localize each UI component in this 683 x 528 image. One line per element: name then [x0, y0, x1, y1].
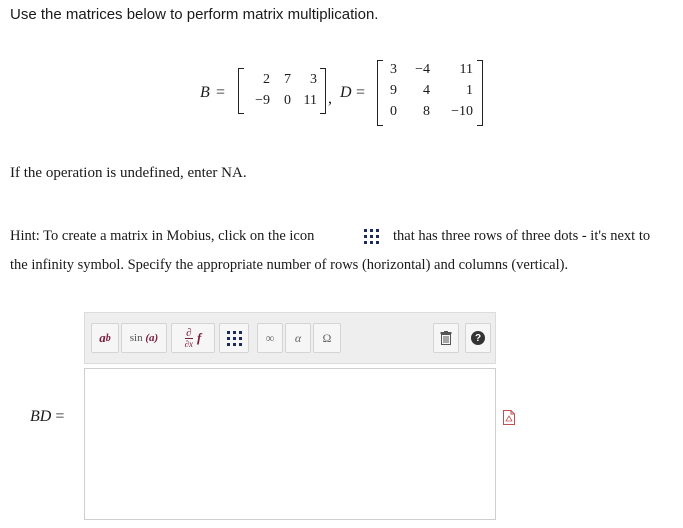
greek-button[interactable] [285, 323, 311, 353]
superscript-base: a [99, 330, 106, 345]
matrix-b [238, 68, 326, 114]
alpha-icon: α [294, 330, 302, 345]
superscript-button[interactable] [91, 323, 119, 353]
matrix-d-cell: 1 [466, 83, 473, 98]
superscript-exp: b [105, 332, 111, 344]
matrix-b-cell: 2 [263, 72, 270, 87]
matrix-d-cell: 0 [390, 104, 397, 119]
answer-label-var: BD [30, 408, 52, 425]
function-label: f [197, 330, 202, 345]
matrix-b-cell: 11 [303, 93, 317, 108]
answer-label-eq: = [55, 408, 65, 425]
infinity-icon: ∞ [265, 330, 275, 345]
partial-top: ∂ [186, 326, 192, 339]
matrix-dots-icon [227, 331, 242, 346]
matrix-d-right-bracket [477, 60, 483, 126]
matrix-d-cell: 3 [390, 62, 397, 77]
matrix-b-cell: 0 [284, 93, 291, 108]
matrix-b-equals: = [216, 84, 226, 101]
instruction-text: Use the matrices below to perform matrix multiplication. [10, 6, 379, 23]
matrix-d-cell: −10 [451, 104, 473, 119]
hint-text-end: that has three rows of three dots - it's next to [393, 228, 651, 244]
math-toolbar [84, 312, 496, 364]
matrix-d-cell: 8 [423, 104, 430, 119]
matrix-d [377, 60, 483, 126]
hint-text-start: Hint: To create a matrix in Mobius, click on the icon [10, 228, 315, 244]
answer-editor[interactable] [84, 368, 496, 520]
infinity-button[interactable] [257, 323, 283, 353]
sin-argument: (a) [145, 332, 159, 344]
delete-button[interactable] [433, 323, 459, 353]
undefined-note: If the operation is undefined, enter NA. [10, 165, 247, 181]
trash-icon [440, 331, 452, 345]
partial-bottom: ∂x [184, 338, 194, 349]
calculus-button[interactable] [171, 323, 215, 353]
matrix-b-cell: 3 [310, 72, 317, 87]
matrix-d-equals: = [356, 84, 366, 101]
matrix-b-right-bracket [320, 68, 326, 114]
omega-icon: Ω [322, 330, 332, 345]
matrix-d-name: D [340, 84, 352, 101]
sin-label: sin [129, 332, 143, 344]
matrix-d-cell: 11 [459, 62, 473, 77]
matrix-dots-icon [364, 229, 379, 244]
help-icon: ? [471, 331, 485, 345]
symbols-button[interactable] [313, 323, 341, 353]
file-pdf-icon[interactable] [503, 410, 515, 425]
matrix-d-cell: 4 [423, 83, 430, 98]
matrix-b-cell: 7 [284, 72, 291, 87]
matrix-b-cell: −9 [255, 93, 270, 108]
answer-label [30, 408, 64, 426]
sin-function-button[interactable] [121, 323, 167, 353]
matrix-separator: , [328, 90, 332, 107]
matrix-button[interactable] [219, 323, 249, 353]
help-button[interactable] [465, 323, 491, 353]
matrix-d-cell: −4 [415, 62, 430, 77]
matrix-d-cell: 9 [390, 83, 397, 98]
hint-text-line2: the infinity symbol. Specify the appropriate number of rows (horizontal) and columns (vertical). [10, 257, 569, 273]
matrix-b-name: B [200, 84, 210, 101]
